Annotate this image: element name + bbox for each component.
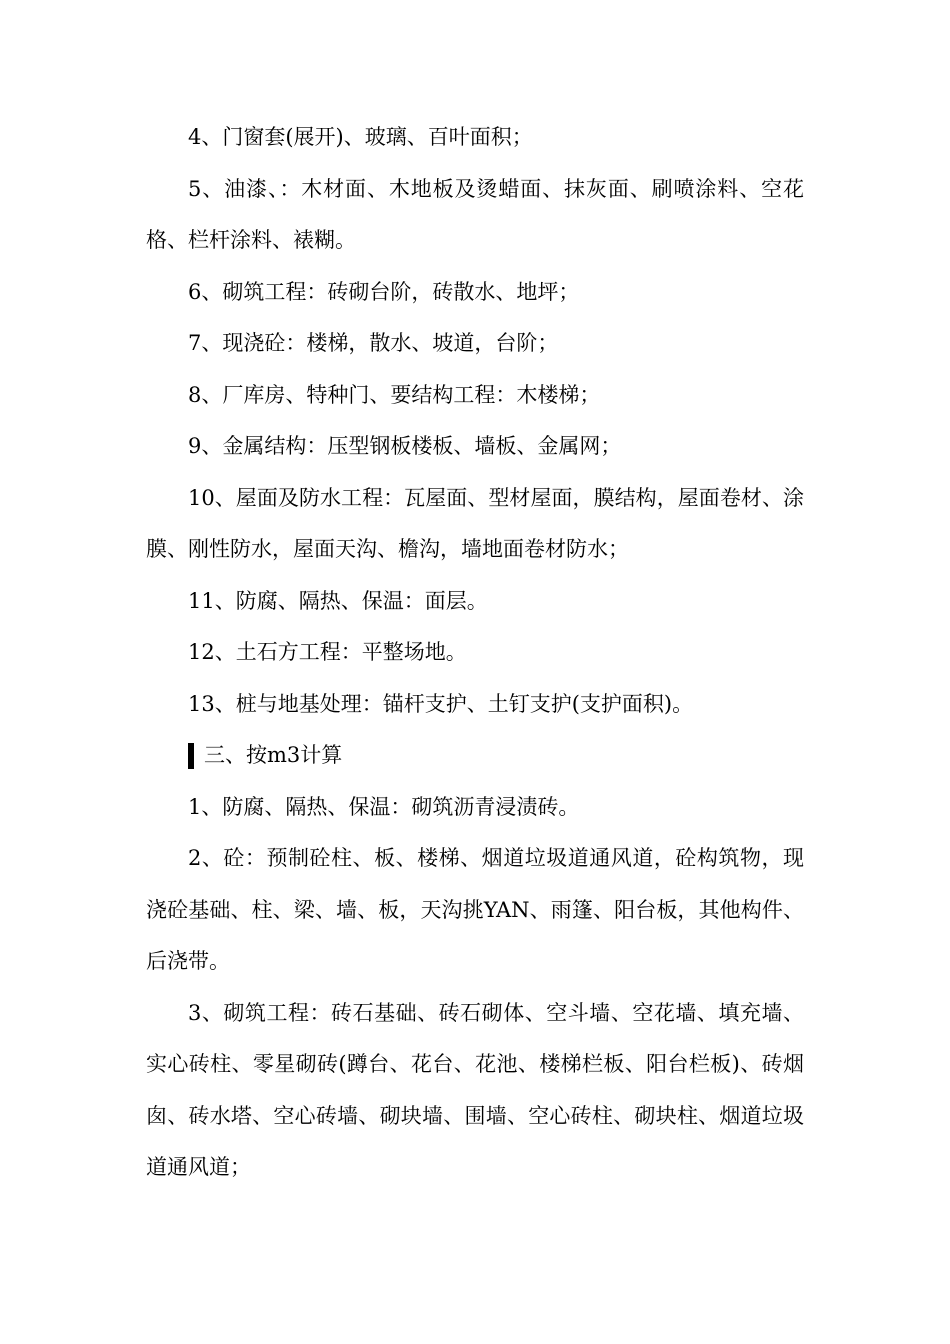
list-item: 8、厂库房、特种门、要结构工程：木楼梯； — [188, 382, 601, 407]
list-item: 4、门窗套(展开)、玻璃、百叶面积； — [188, 125, 533, 149]
list-item: 11、防腐、隔热、保温：面层。 — [188, 588, 488, 613]
list-item: 9、金属结构：压型钢板楼板、墙板、金属网； — [188, 434, 622, 458]
list-item: 5、油漆、：木材面、木地板及烫蜡面、抹灰面、刷喷涂料、空花格、栏杆涂料、裱糊。 — [146, 176, 804, 252]
document-page — [146, 112, 804, 1194]
list-item: 3、砌筑工程：砖石基础、砖石砌体、空斗墙、空花墙、填充墙、实心砖柱、零星砌砖(蹲台、花台、花池、楼梯栏板、阳台栏板)、砖烟囱、砖水塔、空心砖墙、砌块墙、围墙、空心砖柱、砌块柱、烟道垃圾道通风道； — [146, 1000, 804, 1179]
list-item: 2、砼：预制砼柱、板、楼梯、烟道垃圾道通风道，砼构筑物，现浇砼基础、柱、梁、墙、板，天沟挑YAN、雨篷、阳台板，其他构件、后浇带。 — [146, 846, 804, 973]
list-item: 1、防腐、隔热、保温：砌筑沥青浸渍砖。 — [188, 794, 580, 819]
list-item: 12、土石方工程：平整场地。 — [188, 640, 467, 664]
list-item: 10、屋面及防水工程：瓦屋面、型材屋面，膜结构，屋面卷材、涂膜、刚性防水，屋面天沟、檐沟，墙地面卷材防水； — [146, 485, 804, 561]
list-item: 6、砌筑工程：砖砌台阶，砖散水、地坪； — [188, 279, 580, 304]
list-item: 7、现浇砼：楼梯，散水、坡道，台阶； — [188, 331, 559, 355]
heading-marker-bar — [188, 743, 194, 769]
section-heading-text: 三、按m3计算 — [204, 743, 343, 767]
section-heading — [188, 730, 804, 782]
list-item: 13、桩与地基处理：锚杆支护、土钉支护(支护面积)。 — [188, 691, 694, 716]
